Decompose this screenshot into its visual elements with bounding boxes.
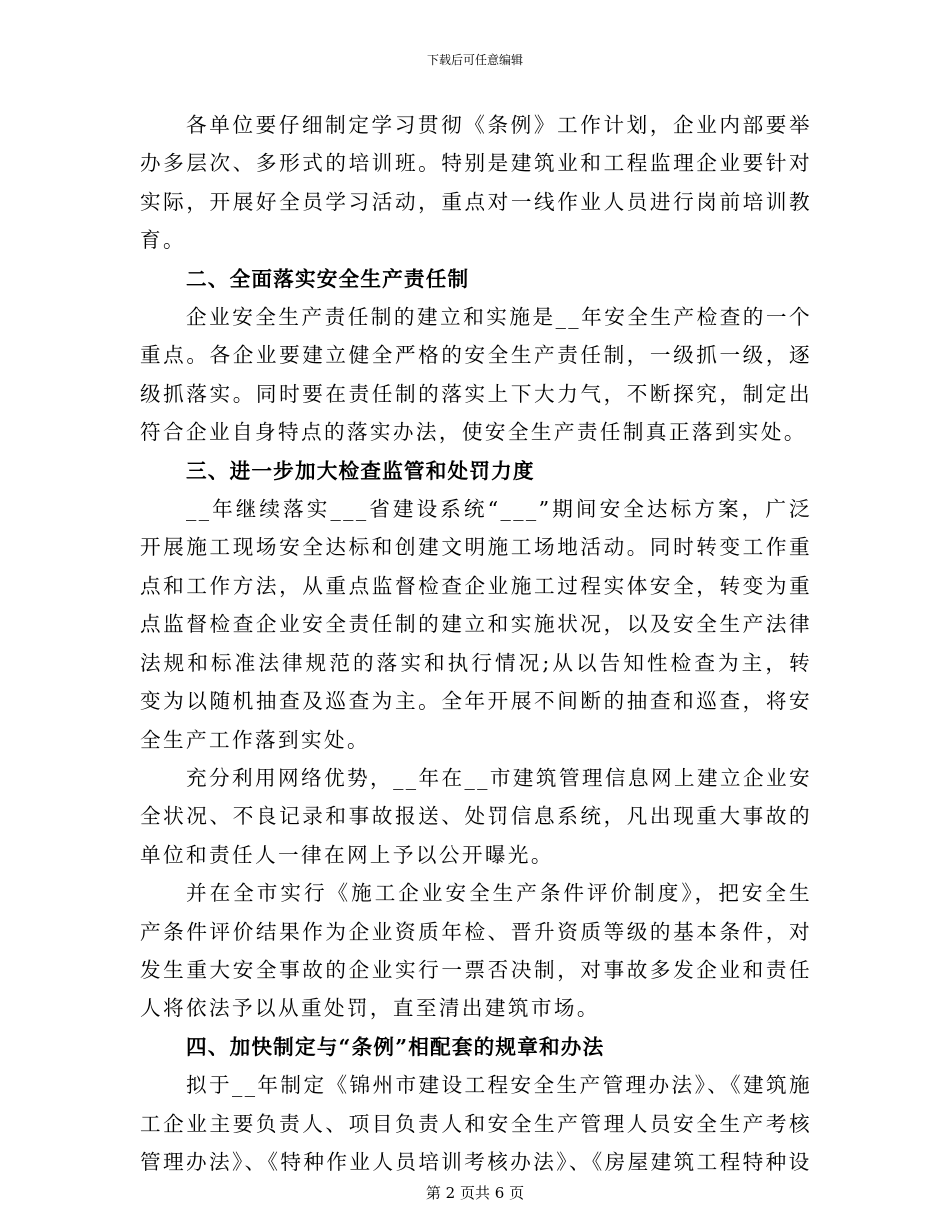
paragraph-evaluation: 并在全市实行《施工企业安全生产条件评价制度》，把安全生产条件评价结果作为企业资质年检、晋升资质等级的基本条件，对发生重大安全事故的企业实行一票否决制，对事故多发企业和责任人将依法予以从重处罚，直至清出建筑市场。 (140, 881, 812, 1021)
paragraph-training: 各单位要仔细制定学习贯彻《条例》工作计划，企业内部要举办多层次、多形式的培训班。特别是建筑业和工程监理企业要针对实际，开展好全员学习活动，重点对一线作业人员进行岗前培训教育。 (140, 113, 812, 253)
paragraph-regulations: 拟于__年制定《锦州市建设工程安全生产管理办法》、《建筑施工企业主要负责人、项目负责人和安全生产管理人员安全生产考核管理办法》、《特种作业人员培训考核办法》、《房屋建筑工程特种设 (140, 1073, 812, 1174)
page-footer: 第 2 页共 6 页 (425, 1184, 525, 1202)
paragraph-inspection: __年继续落实___省建设系统“___”期间安全达标方案，广泛开展施工现场安全达标和创建文明施工场地活动。同时转变工作重点和工作方法，从重点监督检查企业施工过程实体安全，转变为重点监督检查企业安全责任制的建立和实施状况，以及安全生产法律法规和标准法律规范的落实和执行情况;从以告知性检查为主，转变为以随机抽查及巡查为主。全年开展不间断的抽查和巡查，将安全生产工作落到实处。 (140, 497, 812, 752)
heading-responsibility: 二、全面落实安全生产责任制 (186, 266, 470, 291)
document-body (140, 106, 812, 1181)
heading-regulations: 四、加快制定与“条例”相配套的规章和办法 (186, 1034, 605, 1059)
paragraph-network: 充分利用网络优势，__年在__市建筑管理信息网上建立企业安全状况、不良记录和事故报送、处罚信息系统，凡出现重大事故的单位和责任人一律在网上予以公开曝光。 (140, 765, 812, 867)
heading-inspection: 三、进一步加大检查监管和处罚力度 (186, 458, 535, 483)
paragraph-responsibility: 企业安全生产责任制的建立和实施是__年安全生产检查的一个重点。各企业要建立健全严格的安全生产责任制，一级抓一级，逐级抓落实。同时要在责任制的落实上下大力气，不断探究，制定出符合企业自身特点的落实办法，使安全生产责任制真正落到实处。 (140, 305, 812, 445)
page-header: 下载后可任意编辑 (426, 53, 523, 67)
